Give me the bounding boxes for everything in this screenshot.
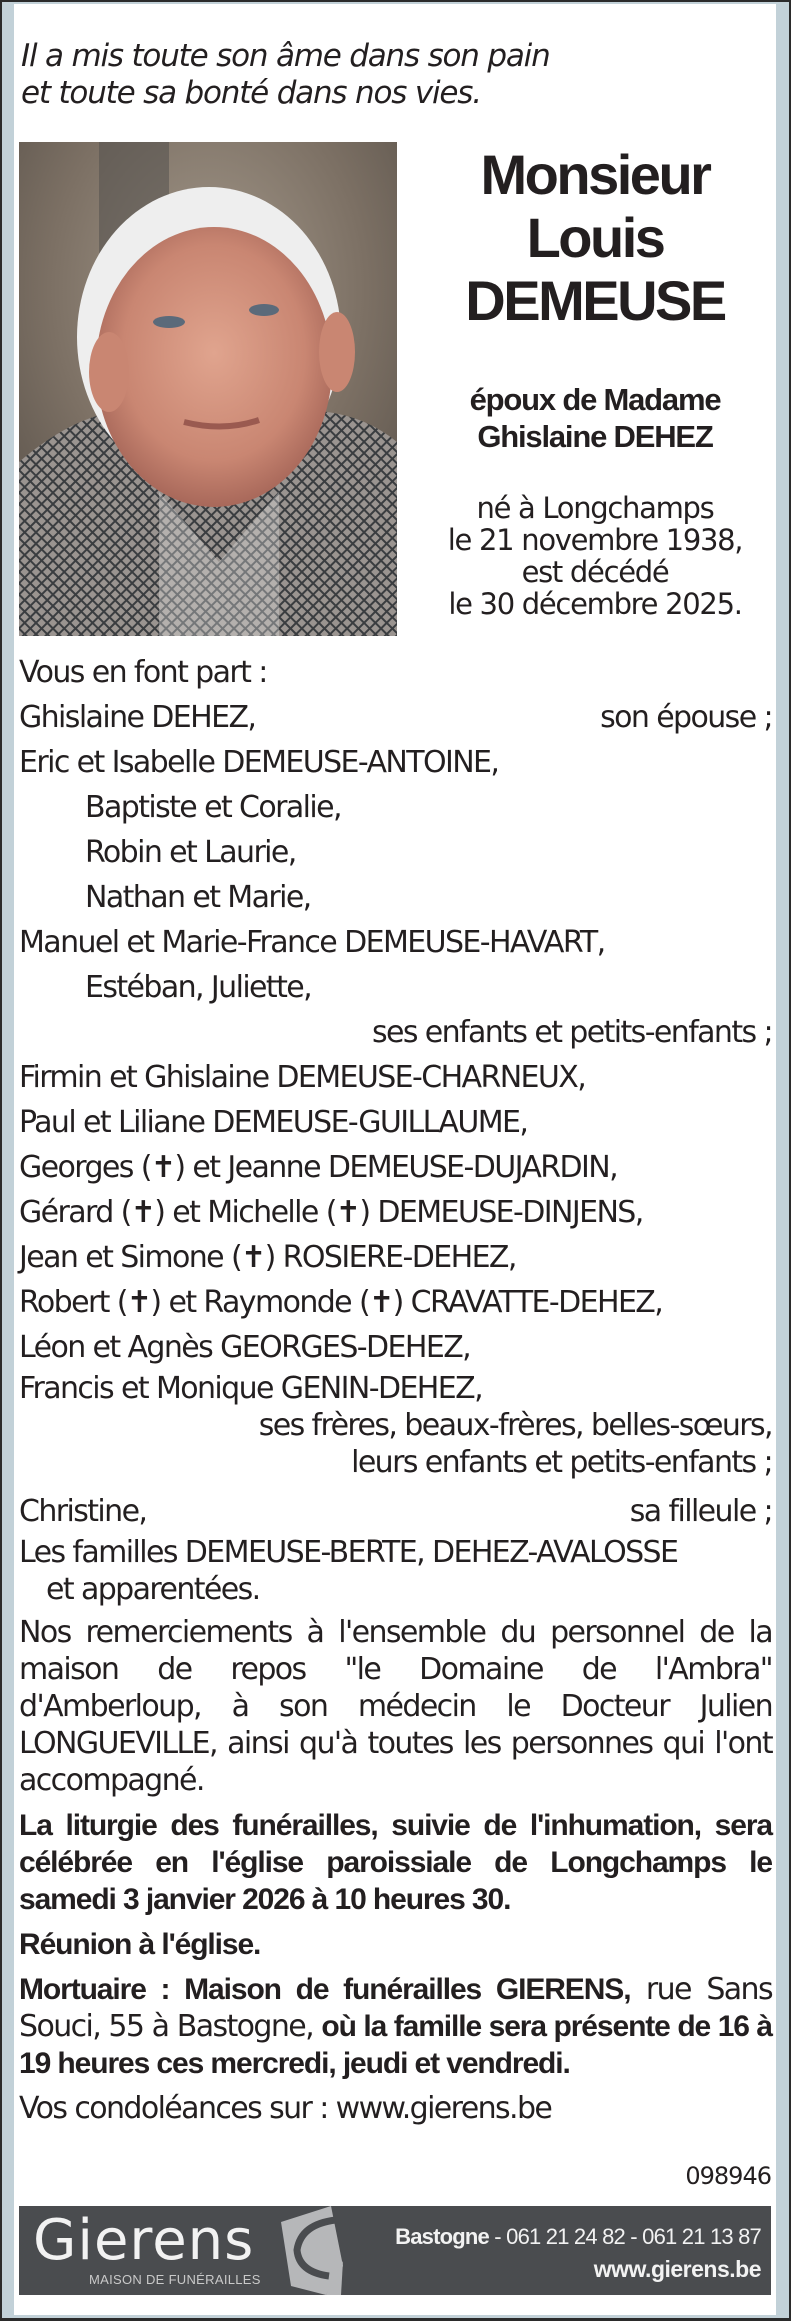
name-title: Monsieur — [480, 143, 710, 206]
epigraph-line-2: et toute sa bonté dans nos vies. — [21, 75, 481, 111]
epigraph-line-1: Il a mis toute son âme dans son pain — [21, 38, 550, 74]
list-item: Francis et Monique GENIN-DEHEZ, — [19, 1371, 483, 1406]
list-item: Georges (✝) et Jeanne DEMEUSE-DUJARDIN, — [19, 1150, 618, 1185]
contact-phones — [395, 2224, 761, 2250]
relation-line: leurs enfants et petits-enfants ; — [351, 1445, 772, 1480]
list-item — [19, 1489, 772, 1534]
list-item: Les familles DEMEUSE-BERTE, DEHEZ-AVALOSSE — [19, 1535, 678, 1570]
reference-number: 098946 — [685, 2162, 771, 2190]
announcement-list — [19, 650, 772, 2127]
spouse-line-2: Ghislaine DEHEZ — [477, 419, 713, 454]
relation-line: ses frères, beaux-frères, belles-sœurs, — [258, 1408, 772, 1443]
list-item: Estéban, Juliette, — [85, 970, 312, 1005]
relation: son épouse ; — [600, 700, 772, 735]
funeral-home-banner — [19, 2206, 771, 2295]
portrait-photo — [19, 142, 397, 636]
website-link[interactable]: www.gierens.be — [593, 2256, 761, 2282]
mortuary-address: rue Sans Souci, 55 à Bastogne, — [19, 1972, 772, 2044]
death-label: est décédé — [521, 555, 669, 589]
epigraph — [21, 38, 550, 112]
funeral-paragraph — [19, 1807, 772, 1918]
funeral-details: La liturgie des funérailles, suivie de l'inhumation, sera célébrée en l'église paroissiale de Longchamps le samedi 3 janvier 2026 à 10 heures 30. — [19, 1809, 772, 1916]
list-item: Eric et Isabelle DEMEUSE-ANTOINE, — [19, 745, 499, 780]
brand-logo: Gierens — [33, 2208, 255, 2273]
thanks-paragraph: Nos remerciements à l'ensemble du personnel de la maison de repos "le Domaine de l'Ambra" d'Amberloup, à son médecin le Docteur Julien LONGUEVILLE, ainsi qu'à toutes les personnes qui l'ont accompagné. — [19, 1615, 772, 1798]
name-first: Louis — [526, 206, 664, 269]
relation: sa filleule ; — [629, 1494, 772, 1529]
visit-hours: où la famille sera présente de 16 à 19 heures ces mercredi, jeudi et vendredi. — [19, 2010, 773, 2080]
spouse-line-1: époux de Madame — [469, 382, 721, 417]
list-item — [19, 695, 772, 740]
mortuary-paragraph — [19, 1971, 772, 2082]
list-item: Firmin et Ghislaine DEMEUSE-CHARNEUX, — [19, 1060, 586, 1095]
family-name: Christine, — [19, 1494, 147, 1529]
meeting-paragraph — [19, 1926, 772, 1963]
list-item: Léon et Agnès GEORGES-DEHEZ, — [19, 1330, 471, 1365]
brand-tagline: MAISON DE FUNÉRAILLES — [89, 2272, 261, 2287]
list-item: Baptiste et Coralie, — [85, 790, 341, 825]
phone-numbers: - 061 21 24 82 - 061 21 13 87 — [488, 2224, 761, 2249]
relation-line: ses enfants et petits-enfants ; — [371, 1015, 772, 1050]
death-date: le 30 décembre 2025. — [448, 587, 742, 621]
family-name: Ghislaine DEHEZ, — [19, 700, 256, 735]
contact-city: Bastogne — [395, 2224, 489, 2249]
list-item: Jean et Simone (✝) ROSIERE-DEHEZ, — [19, 1240, 516, 1275]
list-item: Robert (✝) et Raymonde (✝) CRAVATTE-DEHEZ, — [19, 1285, 663, 1320]
list-item: Robin et Laurie, — [85, 835, 296, 870]
name-last: DEMEUSE — [465, 269, 725, 332]
life-dates — [400, 492, 790, 620]
intro-line: Vous en font part : — [19, 655, 267, 690]
list-item: Nathan et Marie, — [85, 880, 311, 915]
condolences-line: Vos condoléances sur : www.gierens.be — [19, 2091, 552, 2126]
deceased-name — [400, 143, 790, 332]
spouse-info — [400, 381, 790, 455]
brand-mark-icon — [281, 2206, 381, 2295]
portrait-illustration — [19, 142, 397, 636]
mortuary-label: Mortuaire : Maison de funérailles GIERENS, — [19, 1973, 631, 2006]
list-item: Paul et Liliane DEMEUSE-GUILLAUME, — [19, 1105, 528, 1140]
list-item: Gérard (✝) et Michelle (✝) DEMEUSE-DINJENS, — [19, 1195, 643, 1230]
birth-date: le 21 novembre 1938, — [447, 523, 743, 557]
list-item: Manuel et Marie-France DEMEUSE-HAVART, — [19, 925, 605, 960]
meeting-details: Réunion à l'église. — [19, 1928, 261, 1961]
birth-place: né à Longchamps — [476, 491, 714, 525]
list-item: et apparentées. — [46, 1572, 260, 1607]
